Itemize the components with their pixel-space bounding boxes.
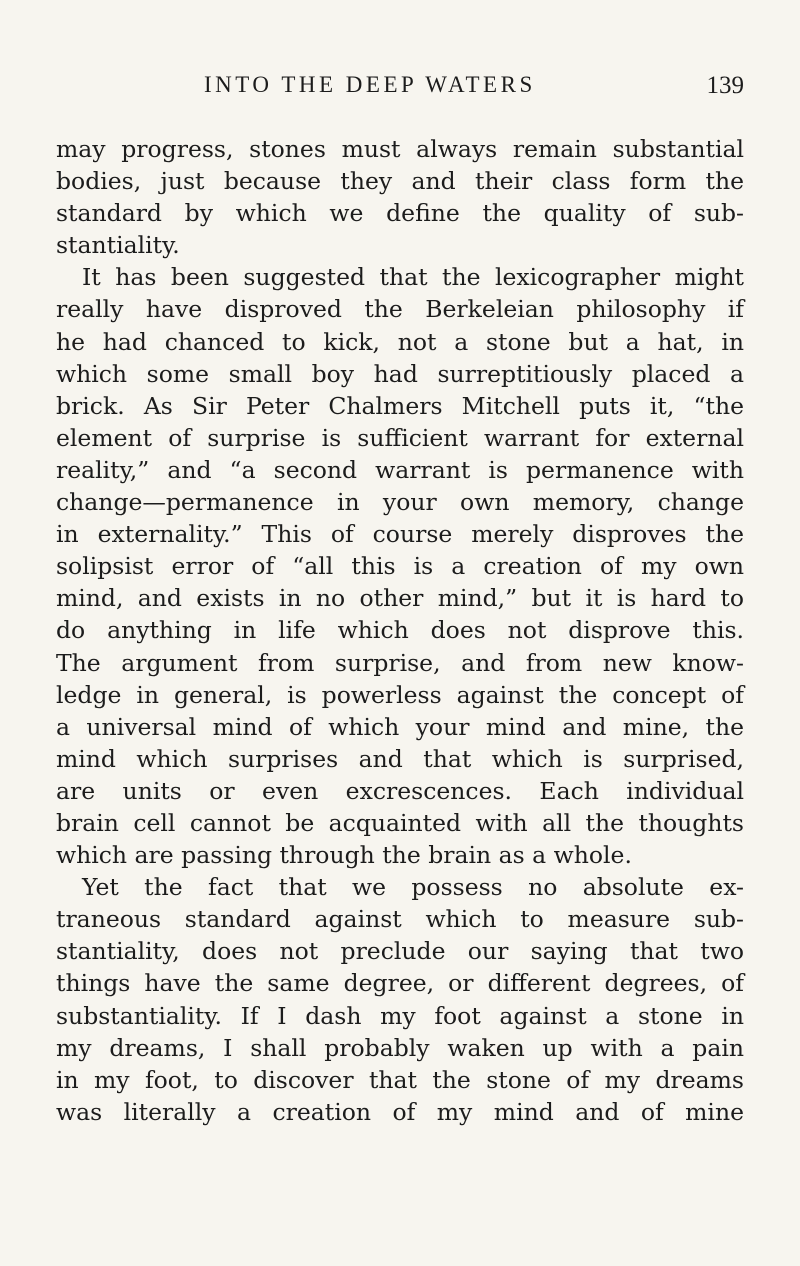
text-line: my dreams, I shall probably waken up with a pain <box>56 1033 744 1062</box>
body-text <box>56 133 744 1128</box>
text-line: may progress, stones must always remain substantial <box>56 135 744 163</box>
text-line: ledge in general, is powerless against the concept of <box>56 680 744 709</box>
text-line: in externality.” This of course merely disproves the <box>56 520 744 549</box>
text-line: substantiality. If I dash my foot against a stone in <box>56 1001 744 1030</box>
text-line: brick. As Sir Peter Chalmers Mitchell puts it, “the <box>56 391 744 420</box>
text-line: brain cell cannot be acquainted with all the thoughts <box>56 808 744 837</box>
text-line: he had chanced to kick, not a stone but a hat, in <box>56 327 744 356</box>
text-line: solipsist error of “all this is a creation of my own <box>56 552 744 581</box>
text-line: are units or even excrescences. Each individual <box>56 776 744 805</box>
page-number: 139 <box>706 72 744 99</box>
text-line: which some small boy had surreptitiously placed a <box>56 359 744 388</box>
text-line: element of surprise is sufficient warrant for external <box>56 423 744 452</box>
text-line: Yet the fact that we possess no absolute ex- <box>82 873 744 902</box>
text-line: stantiality. <box>56 231 180 260</box>
text-line: traneous standard against which to measure sub- <box>56 905 744 934</box>
text-line: mind, and exists in no other mind,” but it is hard to <box>56 584 744 613</box>
text-line: It has been suggested that the lexicographer might <box>82 263 744 292</box>
text-line: stantiality, does not preclude our saying that two <box>56 937 744 966</box>
text-line: in my foot, to discover that the stone of my dreams <box>56 1065 744 1094</box>
text-line: do anything in life which does not disprove this. <box>56 616 744 645</box>
text-line: mind which surprises and that which is surprised, <box>56 744 744 773</box>
text-line: things have the same degree, or different degrees, of <box>56 969 744 998</box>
text-line: was literally a creation of my mind and of mine <box>56 1097 744 1126</box>
text-line: a universal mind of which your mind and mine, the <box>56 712 744 741</box>
text-line: The argument from surprise, and from new know- <box>56 648 744 677</box>
text-line: bodies, just because they and their class form the <box>56 167 744 196</box>
text-line: change—permanence in your own memory, change <box>56 488 744 517</box>
running-title: INTO THE DEEP WATERS <box>204 72 536 97</box>
text-line: reality,” and “a second warrant is permanence with <box>56 455 744 484</box>
text-line: really have disproved the Berkeleian philosophy if <box>56 295 744 324</box>
running-head <box>192 72 744 112</box>
text-line: which are passing through the brain as a whole. <box>56 841 632 870</box>
text-line: standard by which we define the quality of sub- <box>56 199 744 228</box>
